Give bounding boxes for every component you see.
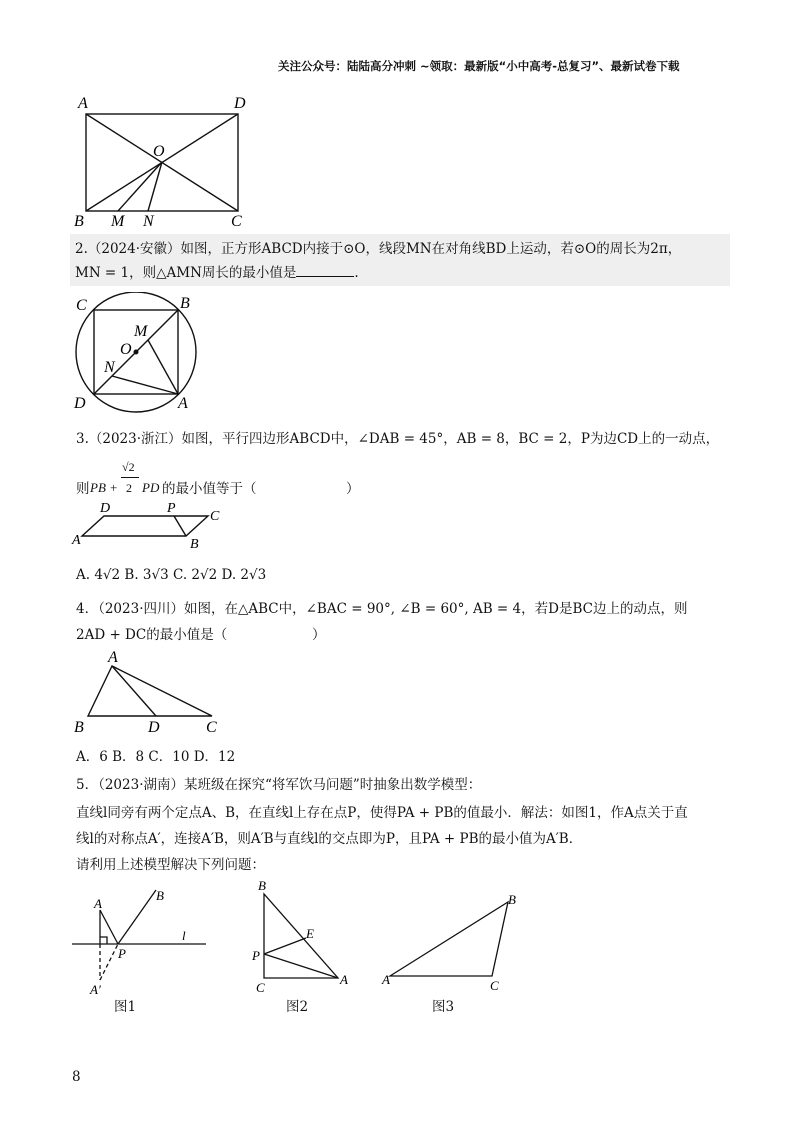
q5-line2: 直线l同旁有两个定点A、B，在直线l上存在点P，使得PA + PB的值最小．解法：如图1，作A点关于直 (76, 805, 688, 821)
page-header: 关注公众号：陆陆高分冲刺 ~领取：最新版“小中高考-总复习”、最新试卷下载 (278, 59, 680, 73)
q5-line1: 5．（2023·湖南）某班级在探究“将军饮马问题”时抽象出数学模型： (76, 777, 482, 793)
svg-text:E: E (306, 926, 314, 941)
question-2-block (70, 234, 730, 286)
q4-line1: 4．（2023·四川）如图，在△ABC中，∠BAC = 90°, ∠B = 60°, AB = 4，若D是BC边上的动点，则 (76, 601, 688, 617)
svg-text:A: A (94, 896, 102, 911)
figure-triangle-abc (70, 646, 230, 738)
svg-text:B: B (180, 295, 190, 312)
svg-text:P: P (118, 946, 126, 961)
svg-text:B: B (190, 537, 199, 550)
svg-text:B: B (74, 719, 84, 736)
q5-line3: 线l的对称点A′，连接A′B，则A′B与直线l的交点即为P，且PA + PB的最小值为A′B． (76, 831, 583, 847)
svg-text:A′: A′ (90, 982, 101, 997)
svg-text:D: D (74, 395, 86, 412)
label-a: A (78, 95, 88, 112)
figure-circle-square (68, 292, 218, 414)
q2-line2: MN = 1，则△AMN周长的最小值是 . (75, 265, 359, 281)
figure-parallelogram (70, 498, 230, 550)
label-n: N (143, 213, 154, 230)
figure-3 (380, 890, 530, 998)
svg-text:A: A (340, 972, 348, 987)
answer-blank (296, 264, 354, 277)
label-o: O (153, 143, 165, 160)
svg-text:A: A (72, 533, 81, 548)
figure-1 (66, 884, 216, 1000)
page-number: 8 (72, 1069, 81, 1085)
svg-text:B: B (508, 892, 516, 907)
figure-rectangle-abcd (70, 90, 260, 230)
q5-line4: 请利用上述模型解决下列问题： (76, 857, 265, 873)
svg-text:C: C (76, 297, 87, 314)
figure-3-caption: 图3 (432, 999, 455, 1015)
label-d: D (234, 95, 246, 112)
q3-expression: PB + √2 2 PD (90, 460, 160, 495)
q2-line1: 2.（2024·安徽）如图，正方形ABCD内接于⊙O，线段MN在对角线BD上运动，若⊙O的周长为2π， (75, 241, 682, 257)
q3-line1: 3.（2023·浙江）如图，平行四边形ABCD中，∠DAB = 45°，AB = 8，BC = 2，P为边CD上的一动点， (76, 431, 720, 447)
svg-text:C: C (210, 509, 220, 524)
svg-text:P: P (167, 501, 176, 516)
svg-text:N: N (104, 359, 115, 376)
svg-text:C: C (490, 978, 499, 993)
q4-options: A．6 B．8 C．10 D．12 (76, 749, 236, 765)
svg-text:O: O (120, 341, 132, 358)
svg-text:A: A (108, 649, 118, 666)
label-c: C (231, 213, 242, 230)
svg-text:C: C (206, 719, 217, 736)
q3-close-paren: ） (346, 481, 360, 497)
svg-text:P: P (252, 948, 260, 963)
q4-close-paren: ） (312, 627, 326, 643)
label-m: M (111, 213, 125, 230)
svg-text:l: l (182, 928, 186, 943)
label-b: B (74, 213, 84, 230)
svg-text:C: C (256, 980, 265, 995)
svg-text:D: D (100, 501, 111, 516)
svg-text:B: B (258, 878, 266, 893)
q3-line2-post: 的最小值等于（ (162, 481, 257, 497)
figure-1-caption: 图1 (114, 999, 137, 1015)
svg-text:M: M (134, 323, 148, 340)
svg-text:A: A (382, 972, 390, 987)
q3-line2-pre: 则 (76, 481, 90, 497)
svg-text:A: A (178, 395, 188, 412)
svg-text:D: D (148, 719, 160, 736)
svg-text:B: B (156, 888, 164, 903)
q4-line2: 2AD + DC的最小值是（ (76, 627, 228, 643)
q3-options: A. 4√2 B. 3√3 C. 2√2 D. 2√3 (76, 567, 267, 583)
figure-2 (246, 878, 356, 996)
figure-2-caption: 图2 (286, 999, 309, 1015)
